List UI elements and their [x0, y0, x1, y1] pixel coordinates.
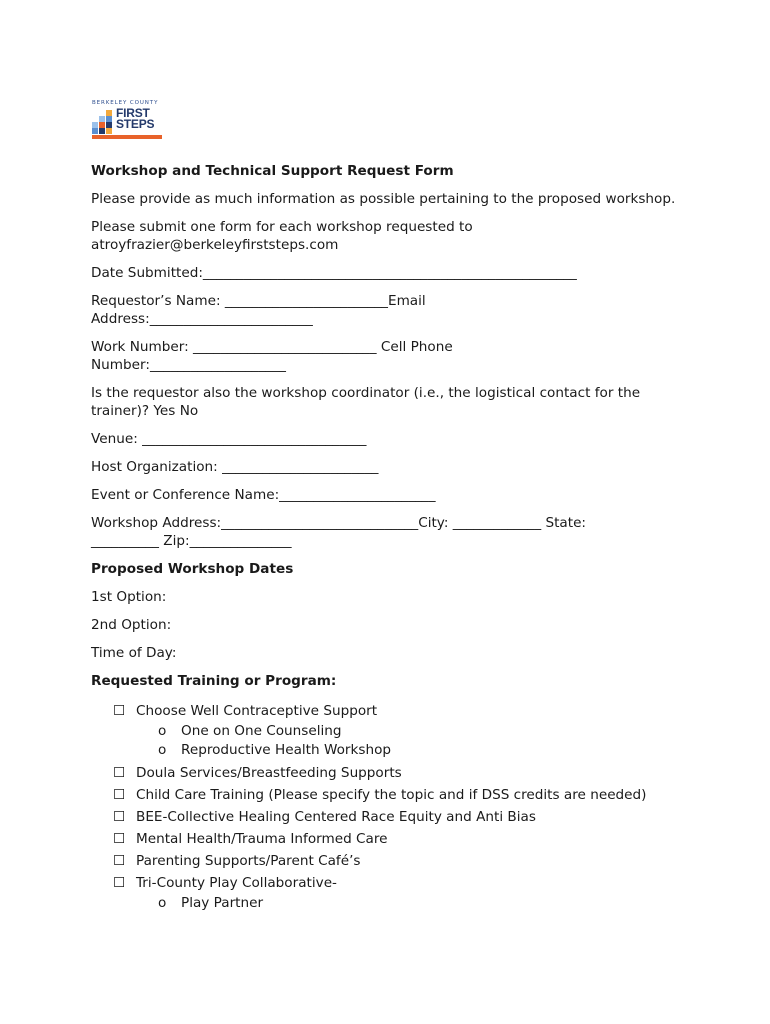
form-title: Workshop and Technical Support Request Form — [91, 163, 454, 179]
checkbox-icon[interactable]: ☐ — [113, 765, 126, 781]
requestor-name-email-line: Requestor’s Name: ________________________Email — [91, 293, 426, 309]
training-sub-option — [158, 741, 691, 760]
submit-line: Please submit one form for each workshop requested to — [91, 219, 473, 235]
submit-instructions — [91, 218, 691, 254]
date-submitted-field: Date Submitted:_______________________________________________________ — [91, 265, 577, 281]
logo-word-first: FIRST — [116, 106, 150, 120]
training-option-label: Parenting Supports/Parent Café’s — [136, 853, 361, 869]
time-of-day-field: Time of Day: — [91, 645, 177, 661]
training-option — [113, 808, 691, 826]
sub-bullet-icon: o — [158, 742, 167, 758]
logo-word-steps: STEPS — [116, 117, 155, 131]
training-option-label: Doula Services/Breastfeeding Supports — [136, 765, 402, 781]
training-option-label: Tri-County Play Collaborative- — [136, 875, 337, 891]
coordinator-question — [91, 384, 691, 420]
email-address-line: Address:________________________ — [91, 311, 313, 327]
training-option — [113, 874, 691, 913]
logo-block — [92, 128, 98, 134]
training-sub-option-label: Reproductive Health Workshop — [181, 742, 392, 758]
checkbox-icon[interactable]: ☐ — [113, 809, 126, 825]
checkbox-icon[interactable]: ☐ — [113, 703, 126, 719]
requested-training-heading: Requested Training or Program: — [91, 673, 337, 689]
logo-block — [99, 128, 105, 134]
host-organization-field: Host Organization: _______________________ — [91, 459, 379, 475]
training-option-label: Child Care Training (Please specify the topic and if DSS credits are needed) — [136, 787, 647, 803]
workshop-address-field — [91, 514, 691, 550]
form-body — [91, 162, 691, 917]
training-option-label: Mental Health/Trauma Informed Care — [136, 831, 388, 847]
first-option-field: 1st Option: — [91, 589, 167, 605]
checkbox-icon[interactable]: ☐ — [113, 787, 126, 803]
training-sub-option — [158, 722, 691, 741]
phone-field — [91, 338, 691, 374]
event-name-field: Event or Conference Name:_______________________ — [91, 487, 436, 503]
checkbox-icon[interactable]: ☐ — [113, 853, 126, 869]
logo-wordmark — [116, 108, 154, 130]
training-sub-option — [158, 894, 691, 913]
training-option-label: Choose Well Contraceptive Support — [136, 703, 378, 719]
training-options-list — [113, 702, 691, 913]
address-city-state-line: Workshop Address:_____________________________City: _____________ State: — [91, 515, 587, 531]
work-cell-line: Work Number: ___________________________ Cell Phone — [91, 339, 453, 355]
training-option — [113, 764, 691, 782]
training-sub-option-label: One on One Counseling — [181, 723, 342, 739]
checkbox-icon[interactable]: ☐ — [113, 831, 126, 847]
training-option — [113, 830, 691, 848]
training-option-label: BEE-Collective Healing Centered Race Equity and Anti Bias — [136, 809, 536, 825]
logo-blocks-icon — [92, 110, 114, 134]
second-option-field: 2nd Option: — [91, 617, 172, 633]
training-sub-options — [158, 722, 691, 760]
sub-bullet-icon: o — [158, 895, 167, 911]
proposed-dates-heading: Proposed Workshop Dates — [91, 561, 294, 577]
venue-field: Venue: _________________________________ — [91, 431, 367, 447]
sub-bullet-icon: o — [158, 723, 167, 739]
zip-line: __________ Zip:_______________ — [91, 533, 292, 549]
cell-number-line: Number:____________________ — [91, 357, 286, 373]
logo-underline-bar — [92, 135, 162, 139]
coordinator-yes-no-line: trainer)? Yes No — [91, 403, 199, 419]
berkeley-first-steps-logo — [91, 100, 163, 142]
checkbox-icon[interactable]: ☐ — [113, 875, 126, 891]
training-option — [113, 702, 691, 760]
logo-county-text: BERKELEY COUNTY — [92, 100, 159, 106]
submit-email: atroyfrazier@berkeleyfirststeps.com — [91, 237, 339, 253]
training-option — [113, 852, 691, 870]
requestor-field — [91, 292, 691, 328]
training-sub-option-label: Play Partner — [181, 895, 264, 911]
intro-text: Please provide as much information as possible pertaining to the proposed workshop. — [91, 191, 676, 207]
coordinator-question-line: Is the requestor also the workshop coordinator (i.e., the logistical contact for the — [91, 385, 641, 401]
training-option — [113, 786, 691, 804]
logo-block — [106, 128, 112, 134]
training-sub-options — [158, 894, 691, 913]
